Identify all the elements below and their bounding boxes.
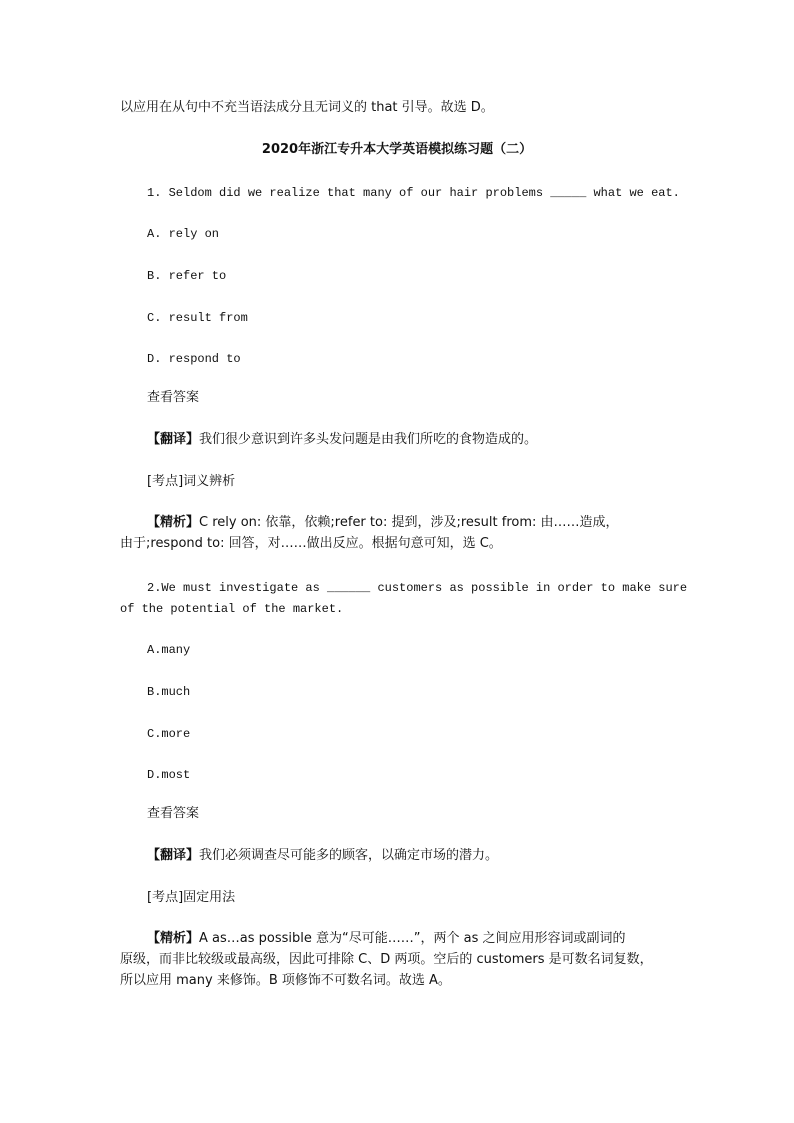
- question-2-option-a[interactable]: A.many: [147, 643, 191, 657]
- question-1-option-c[interactable]: C. result from: [147, 311, 248, 325]
- translation-text: 我们必须调查尽可能多的顾客，以确定市场的潜力。: [199, 848, 499, 863]
- question-2-analysis-line-3: 所以应用 many 来修饰。B 项修饰不可数名词。故选 A。: [120, 973, 451, 988]
- question-2-option-d[interactable]: D.most: [147, 768, 191, 782]
- question-1-point: [147, 472, 707, 492]
- point-text: 词义辨析: [183, 474, 236, 489]
- question-1-option-b[interactable]: B. refer to: [147, 269, 227, 283]
- question-1-view-answer-link[interactable]: 查看答案: [147, 390, 200, 405]
- point-text: 固定用法: [183, 890, 236, 905]
- question-2-analysis-line-2: 原级，而非比较级或最高级，因此可排除 C、D 两项。空后的 customers 是可数名词复数，: [120, 952, 653, 967]
- analysis-tag: 【精析】: [147, 931, 200, 946]
- question-2-point: [147, 888, 707, 908]
- question-1-option-d[interactable]: D. respond to: [147, 352, 241, 366]
- analysis-text: A as…as possible 意为“尽可能……”，两个 as 之间应用形容词或副词的: [199, 931, 626, 946]
- point-tag: [考点]: [147, 890, 184, 905]
- translation-text: 我们很少意识到许多头发问题是由我们所吃的食物造成的。: [199, 432, 538, 447]
- question-1-analysis-line-1: [147, 513, 707, 533]
- question-2-view-answer-link[interactable]: 查看答案: [147, 806, 200, 821]
- point-tag: [考点]: [147, 474, 184, 489]
- question-2-stem-line-1: 2.We must investigate as ______ customers as possible in order to make sure: [147, 581, 688, 595]
- question-1-stem: 1. Seldom did we realize that many of our hair problems _____ what we eat.: [147, 186, 680, 200]
- translation-tag: 【翻译】: [147, 432, 200, 447]
- question-1-translation: [147, 430, 707, 450]
- analysis-tag: 【精析】: [147, 515, 200, 530]
- page-title: 2020年浙江专升本大学英语模拟练习题（二）: [261, 142, 533, 157]
- question-1-option-a[interactable]: A. rely on: [147, 227, 220, 241]
- question-1-analysis-line-2: 由于;respond to: 回答，对……做出反应。根据句意可知，选 C。: [120, 536, 502, 551]
- question-2-option-b[interactable]: B.much: [147, 685, 191, 699]
- analysis-text: C rely on: 依靠，依赖;refer to: 提到，涉及;result from: 由……造成，: [199, 515, 619, 530]
- question-2-analysis-line-1: [147, 929, 707, 949]
- question-2-translation: [147, 846, 707, 866]
- question-2-option-c[interactable]: C.more: [147, 727, 191, 741]
- intro-continuation: 以应用在从句中不充当语法成分且无词义的 that 引导。故选 D。: [120, 100, 494, 115]
- translation-tag: 【翻译】: [147, 848, 200, 863]
- question-2-stem-line-2: of the potential of the market.: [120, 602, 344, 616]
